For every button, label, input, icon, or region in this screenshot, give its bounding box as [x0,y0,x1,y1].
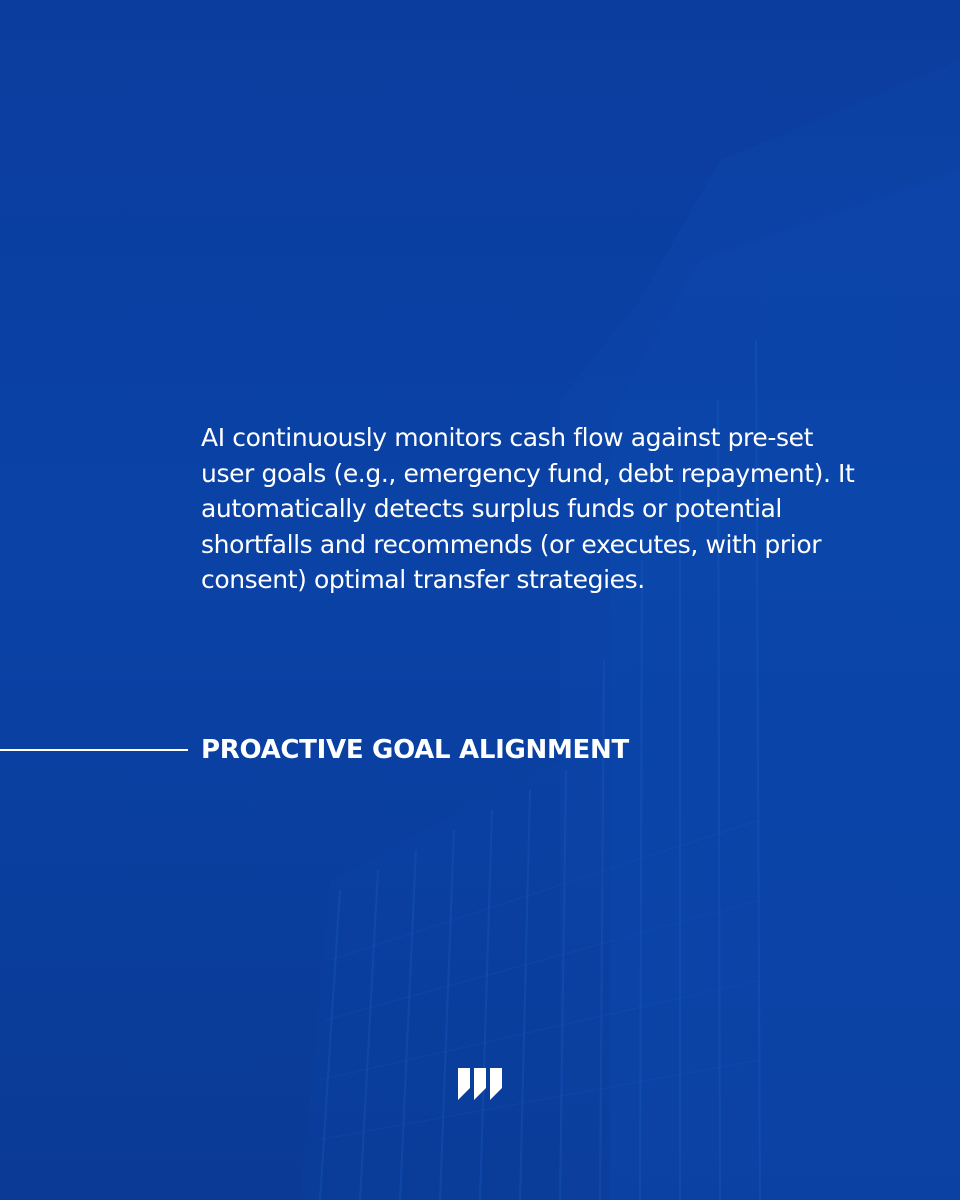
three-slanted-bars-logo-icon [456,1068,504,1100]
section-heading: PROACTIVE GOAL ALIGNMENT [201,735,629,765]
heading-divider-line [0,749,188,751]
description-text: AI continuously monitors cash flow against pre-set user goals (e.g., emergency fund, debt repayment). It automatically detects surplus funds or potential shortfalls and recommends (or executes, with prior consent) optimal transfer strategies. [201,423,855,594]
